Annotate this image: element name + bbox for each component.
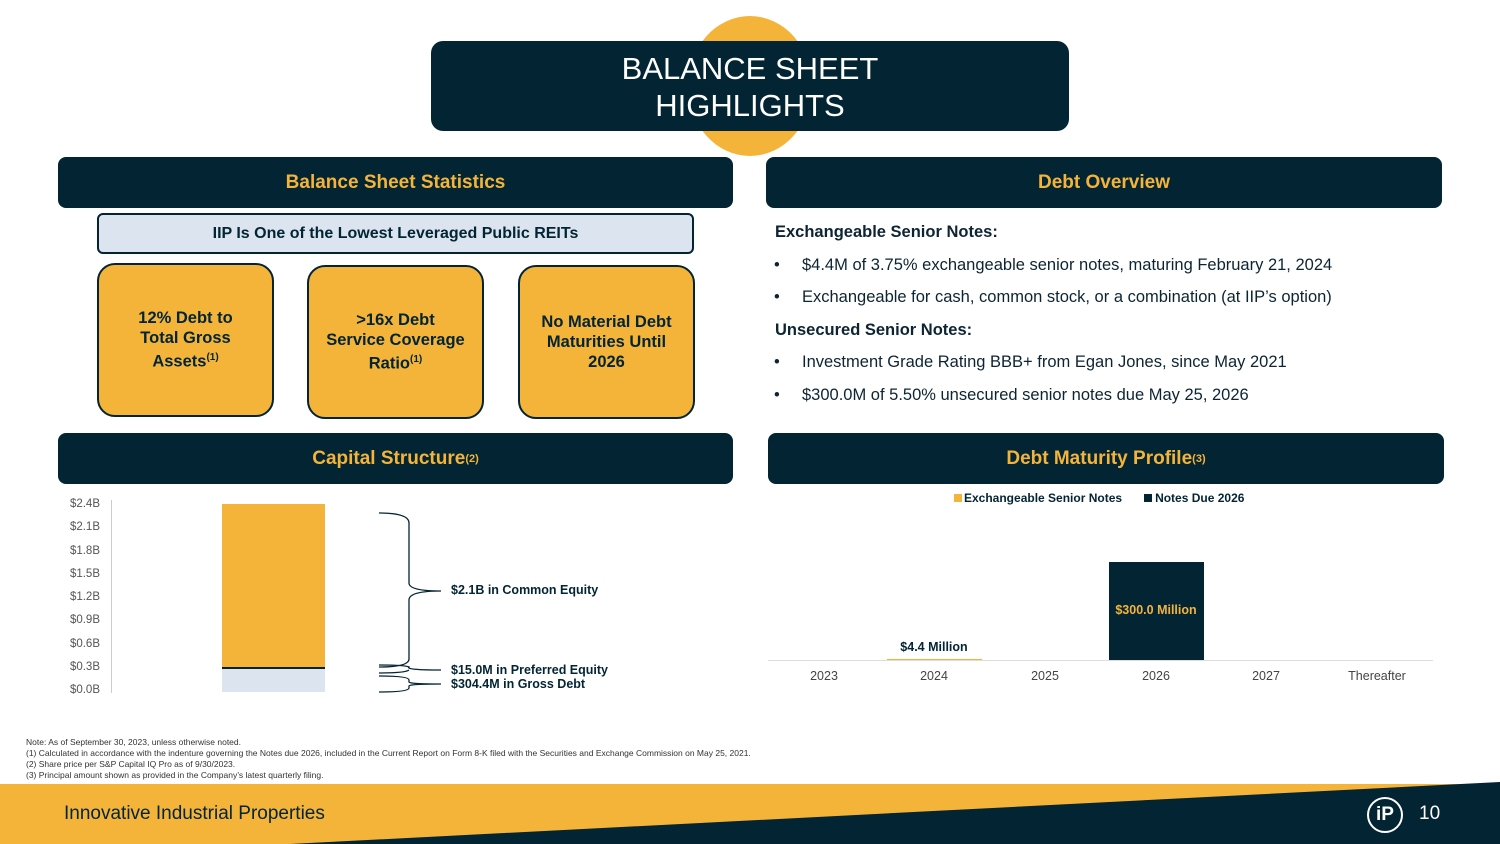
- footnote: Note: As of September 30, 2023, unless otherwise noted.: [26, 737, 241, 747]
- iip-logo-icon: [1367, 797, 1403, 833]
- stat-line: No Material Debt: [541, 313, 672, 331]
- company-name: Innovative Industrial Properties: [64, 803, 325, 824]
- logo-text: iP: [1376, 804, 1394, 825]
- debt-bullet-2: Exchangeable for cash, common stock, or a combination (at IIP’s option): [802, 288, 1332, 306]
- banner-text: IIP Is One of the Lowest Leveraged Public REITs: [212, 224, 579, 242]
- stat-line: 12% Debt to: [138, 309, 233, 328]
- x-tick-label: Thereafter: [1348, 669, 1406, 683]
- stats-header-label: Balance Sheet Statistics: [285, 171, 506, 193]
- footnote: (3) Principal amount shown as provided in the Company’s latest quarterly filing.: [26, 770, 324, 780]
- x-tick-label: 2024: [920, 669, 948, 683]
- footnote-ref: (3): [1192, 452, 1206, 465]
- footnote: (2) Share price per S&P Capital IQ Pro as of 9/30/2023.: [26, 759, 236, 769]
- y-tick-label: $2.1B: [69, 521, 100, 534]
- title-line-2: HIGHLIGHTS: [655, 88, 845, 123]
- data-label: $4.4 Million: [900, 639, 968, 654]
- footnote-ref: (1): [410, 354, 423, 366]
- legend-label: Notes Due 2026: [1155, 491, 1245, 505]
- y-tick-label: $0.3B: [69, 660, 100, 673]
- bullet: •: [774, 256, 780, 274]
- y-tick-label: $1.8B: [69, 544, 100, 557]
- gross-debt-label: $304.4M in Gross Debt: [451, 677, 586, 691]
- stat-line: Service Coverage: [326, 331, 465, 350]
- legend-label: Exchangeable Senior Notes: [964, 491, 1123, 505]
- bullet: •: [774, 288, 780, 306]
- x-tick-label: 2025: [1031, 669, 1059, 683]
- y-tick-label: $1.2B: [69, 591, 100, 603]
- stat-line: 2026: [588, 353, 625, 371]
- stat-line: Maturities Until: [546, 333, 667, 351]
- y-tick-label: $0.6B: [69, 637, 100, 650]
- stat-line: >16x Debt: [356, 311, 435, 330]
- debt-bullet-1: $4.4M of 3.75% exchangeable senior notes, maturing February 21, 2024: [802, 256, 1333, 274]
- y-tick-label: $1.5B: [69, 567, 100, 580]
- page-number: 10: [1419, 803, 1441, 824]
- common-equity-label: $2.1B in Common Equity: [451, 583, 599, 597]
- stat-line: Ratio: [368, 354, 410, 373]
- debt-bullet-4: $300.0M of 5.50% unsecured senior notes due May 25, 2026: [802, 386, 1249, 404]
- data-label: $300.0 Million: [1115, 603, 1197, 617]
- debt-header-label: Debt Overview: [1038, 171, 1170, 193]
- exchangeable-heading: Exchangeable Senior Notes:: [775, 223, 998, 241]
- capital-header-label: Capital Structure: [312, 447, 466, 469]
- stat-line: Total Gross: [140, 329, 231, 348]
- y-tick-label: $0.9B: [69, 614, 100, 627]
- y-tick-label: $0.0B: [69, 684, 100, 696]
- x-tick-label: 2026: [1142, 669, 1170, 683]
- debt-bullet-3: Investment Grade Rating BBB+ from Egan Jones, since May 2021: [802, 353, 1287, 371]
- bullet: •: [774, 386, 780, 404]
- footnote: (1) Calculated in accordance with the indenture governing the Notes due 2026, included in the Current Report on Form 8-K filed with the Securities and Exchange Commission on May 25, 2021.: [26, 748, 751, 758]
- preferred-equity-label: $15.0M in Preferred Equity: [451, 663, 609, 677]
- title-line-1: BALANCE SHEET: [621, 51, 879, 86]
- x-tick-label: 2023: [810, 669, 838, 683]
- maturity-header-label: Debt Maturity Profile: [1006, 447, 1193, 469]
- stat-line: Assets: [152, 352, 207, 371]
- y-tick-label: $2.4B: [69, 498, 100, 510]
- footnote-ref: (1): [206, 352, 219, 364]
- bullet: •: [774, 353, 780, 371]
- x-tick-label: 2027: [1252, 669, 1280, 683]
- footnote-ref: (2): [465, 452, 479, 465]
- unsecured-heading: Unsecured Senior Notes:: [775, 321, 973, 339]
